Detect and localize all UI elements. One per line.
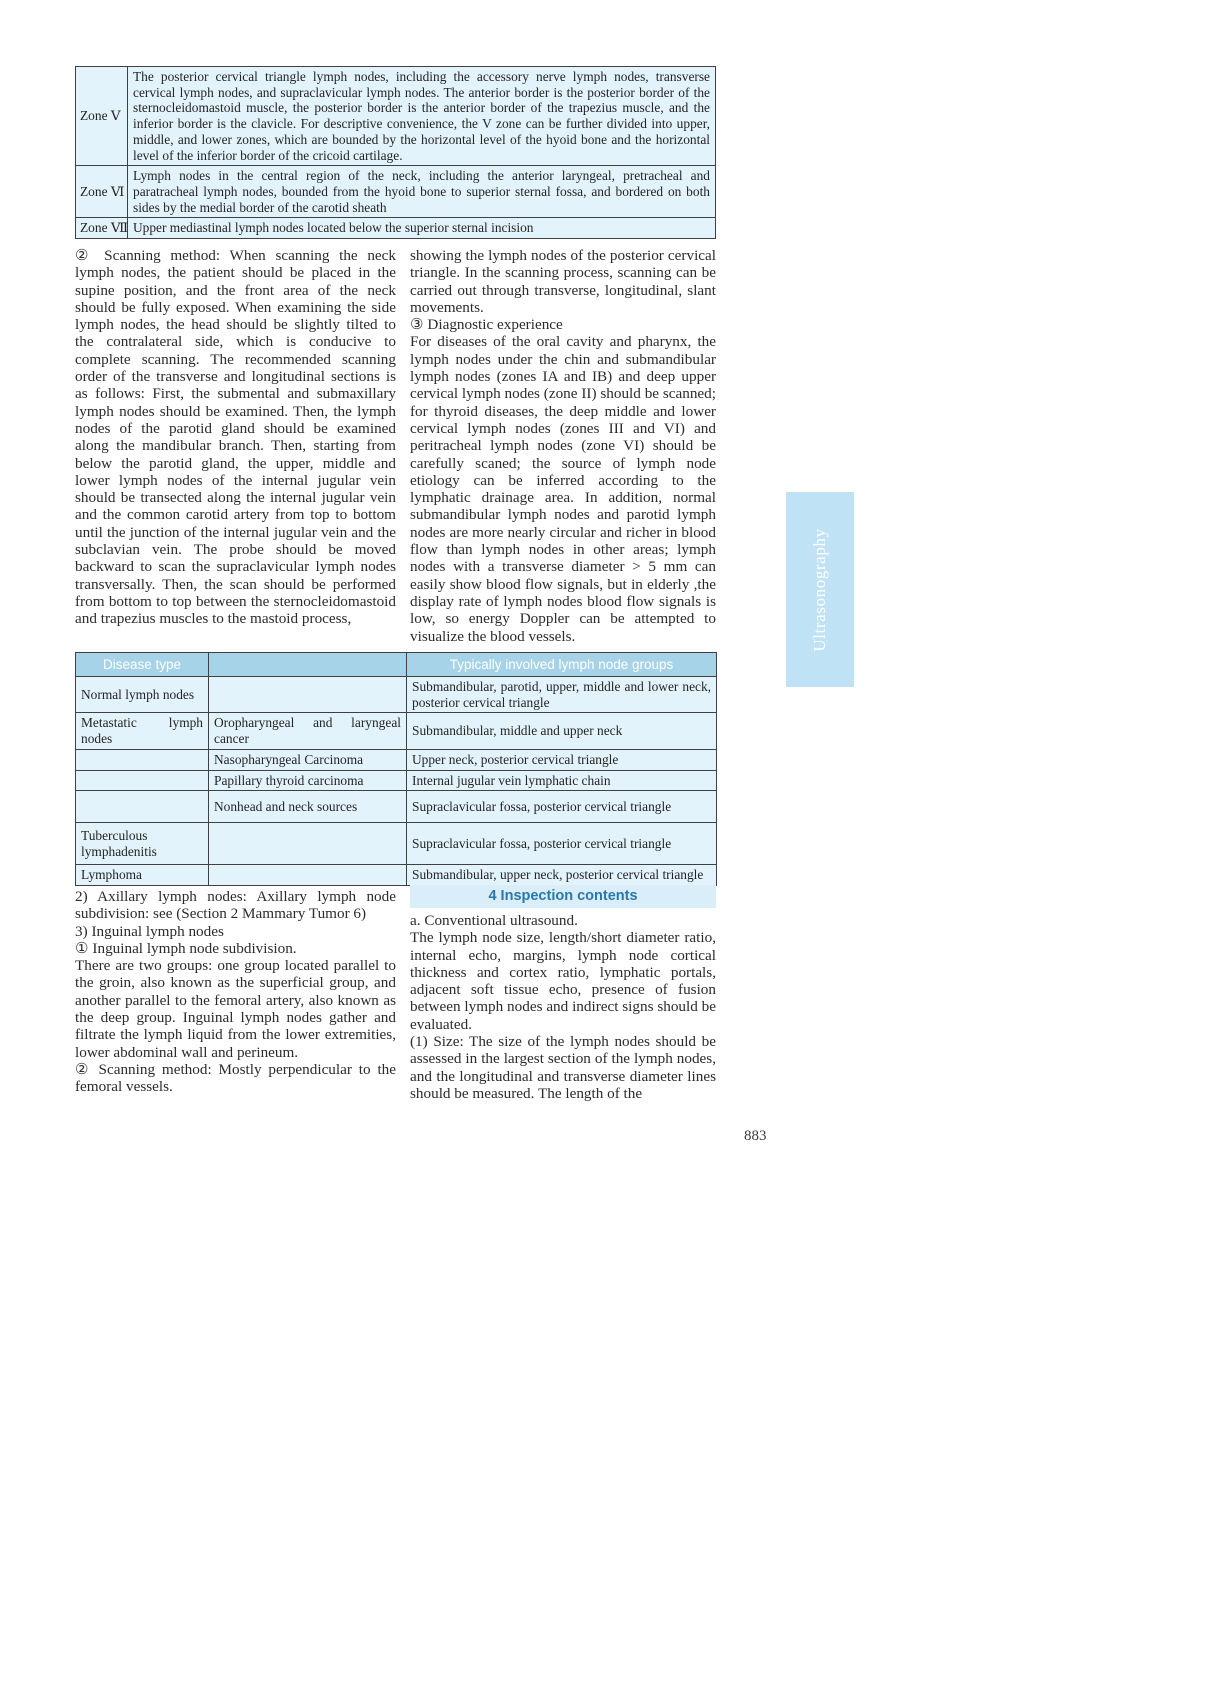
disease-table-row	[76, 713, 717, 749]
chapter-tab-ultrasonography	[786, 492, 854, 687]
disease-table-cell	[209, 865, 407, 886]
disease-table-cell: Oropharyngeal and laryngeal cancer	[209, 713, 407, 749]
disease-table-cell: Submandibular, upper neck, posterior cervical triangle	[407, 865, 717, 886]
left-column-top	[75, 247, 396, 628]
disease-table-cell: Upper neck, posterior cervical triangle	[407, 749, 717, 770]
paragraph: There are two groups: one group located parallel to the groin, also known as the superficial group, and another parallel to the femoral artery, also known as the deep group. Inguinal lymph nodes gather and filtrate the lymph liquid from the lower extremities, lower abdominal wall and perineum.	[75, 957, 396, 1061]
inspection-text	[410, 912, 716, 1102]
disease-table-cell	[209, 677, 407, 713]
disease-table-row	[76, 865, 717, 886]
disease-lymph-node-table	[75, 652, 717, 886]
section-header-inspection-contents: 4 Inspection contents	[410, 885, 716, 908]
paragraph: a. Conventional ultrasound.	[410, 912, 578, 929]
disease-table-cell: Nonhead and neck sources	[209, 791, 407, 823]
zone-label-cell: Zone Ⅶ	[76, 218, 128, 239]
page-number: 883	[744, 1128, 767, 1144]
zone-description-cell: Upper mediastinal lymph nodes located below the superior sternal incision	[128, 218, 716, 239]
paragraph: ① Inguinal lymph node subdivision.	[75, 939, 297, 957]
disease-table-cell: Supraclavicular fossa, posterior cervical triangle	[407, 791, 717, 823]
zone-label-cell: Zone Ⅴ	[76, 67, 128, 166]
disease-table-cell: Submandibular, middle and upper neck	[407, 713, 717, 749]
paragraph: 2) Axillary lymph nodes: Axillary lymph node subdivision: see (Section 2 Mammary Tumor 6)	[75, 888, 396, 923]
disease-table-row	[76, 677, 717, 713]
paragraph: ② Scanning method: Mostly perpendicular to the femoral vessels.	[75, 1060, 396, 1096]
zone-label-cell: Zone Ⅵ	[76, 166, 128, 218]
table-header-row	[76, 653, 717, 677]
disease-table-cell: Papillary thyroid carcinoma	[209, 770, 407, 791]
disease-table-row	[76, 791, 717, 823]
disease-table-cell	[76, 791, 209, 823]
paragraph: ② Scanning method: When scanning the neck lymph nodes, the patient should be placed in the supine position, and the front area of the neck should be fully exposed. When examining the side lymph nodes, the head should be slightly tilted to the contralateral side, which is conducive to complete scanning. The recommended scanning order of the transverse and longitudinal sections is as follows: First, the submental and submaxillary lymph nodes should be examined. Then, the lymph nodes of the parotid gland should be examined along the mandibular branch. Then, starting from below the parotid gland, the upper, middle and lower lymph nodes of the internal jugular vein should be transected along the internal jugular vein and the common carotid artery from top to bottom until the junction of the internal jugular vein and the subclavian vein. The probe should be moved backward to scan the supraclavicular lymph nodes transversally. Then, the scan should be performed from bottom to top between the sternocleidomastoid and trapezius muscles to the mastoid process,	[75, 247, 396, 628]
zone-table-row	[76, 218, 716, 239]
disease-table-cell	[209, 823, 407, 865]
disease-table-row	[76, 770, 717, 791]
disease-table-cell: Supraclavicular fossa, posterior cervical triangle	[407, 823, 717, 865]
right-column-bottom	[410, 885, 716, 1102]
disease-table-cell	[76, 749, 209, 770]
paragraph: (1) Size: The size of the lymph nodes should be assessed in the largest section of the lymph nodes, and the longitudinal and transverse diameter lines should be measured. The length of the	[410, 1033, 716, 1102]
paragraph: 3) Inguinal lymph nodes	[75, 922, 224, 940]
disease-table-cell: Metastatic lymph nodes	[76, 713, 209, 749]
paragraph: ③ Diagnostic experience	[410, 316, 563, 334]
right-column-top	[410, 247, 716, 645]
zone-table-row	[76, 166, 716, 218]
column-header-subtype	[209, 653, 407, 677]
disease-table-cell: Lymphoma	[76, 865, 209, 886]
disease-table-cell	[76, 770, 209, 791]
disease-table-row	[76, 749, 717, 770]
paragraph: For diseases of the oral cavity and pharynx, the lymph nodes under the chin and submandibular lymph nodes (zones IA and IB) and deep upper cervical lymph nodes (zone II) should be scanned; for thyroid diseases, the deep middle and lower cervical lymph nodes (zones III and VI) and peritracheal lymph nodes (zone VI) should be carefully scaned; the source of lymph node etiology can be inferred according to the lymphatic drainage area. In addition, normal submandibular lymph nodes and parotid lymph nodes are more nearly circular and richer in blood flow than lymph nodes in other areas; lymph nodes with a transverse diameter > 5 mm can easily show blood flow signals, but in elderly ,the display rate of lymph nodes blood flow signals is low, so energy Doppler can be attempted to visualize the blood vessels.	[410, 333, 716, 645]
zone-description-cell: The posterior cervical triangle lymph nodes, including the accessory nerve lymph nodes, transverse cervical lymph nodes, and supraclavicular lymph nodes. The anterior border is the posterior border of the sternocleidomastoid muscle, the posterior border is the anterior border of the trapezius muscle, and the inferior border is the clavicle. For descriptive convenience, the V zone can be further divided into upper, middle, and lower zones, which are bounded by the horizontal level of the hyoid bone and the horizontal level of the inferior border of the cricoid cartilage.	[128, 67, 716, 166]
column-header-disease-type: Disease type	[76, 653, 209, 677]
disease-table-cell: Tuberculous lymphadenitis	[76, 823, 209, 865]
zone-description-cell: Lymph nodes in the central region of the neck, including the anterior laryngeal, pretracheal and paratracheal lymph nodes, bounded from the hyoid bone to superior sternal fossa, and bordered on both sides by the medial border of the carotid sheath	[128, 166, 716, 218]
chapter-tab-label: Ultrasonography	[810, 527, 829, 652]
disease-table-cell: Submandibular, parotid, upper, middle and lower neck, posterior cervical triangle	[407, 677, 717, 713]
neck-zone-table	[75, 66, 716, 239]
paragraph: showing the lymph nodes of the posterior cervical triangle. In the scanning process, scanning can be carried out through transverse, longitudinal, slant movements.	[410, 247, 716, 316]
disease-table-cell: Internal jugular vein lymphatic chain	[407, 770, 717, 791]
paragraph: The lymph node size, length/short diameter ratio, internal echo, margins, lymph node cortical thickness and cortex ratio, lymphatic portals, adjacent soft tissue echo, presence of fusion between lymph nodes and indirect signs should be evaluated.	[410, 929, 716, 1033]
zone-table-row	[76, 67, 716, 166]
disease-table-cell: Nasopharyngeal Carcinoma	[209, 749, 407, 770]
disease-table-row	[76, 823, 717, 865]
column-header-node-groups: Typically involved lymph node groups	[407, 653, 717, 677]
disease-table-cell: Normal lymph nodes	[76, 677, 209, 713]
left-column-bottom	[75, 888, 396, 1096]
